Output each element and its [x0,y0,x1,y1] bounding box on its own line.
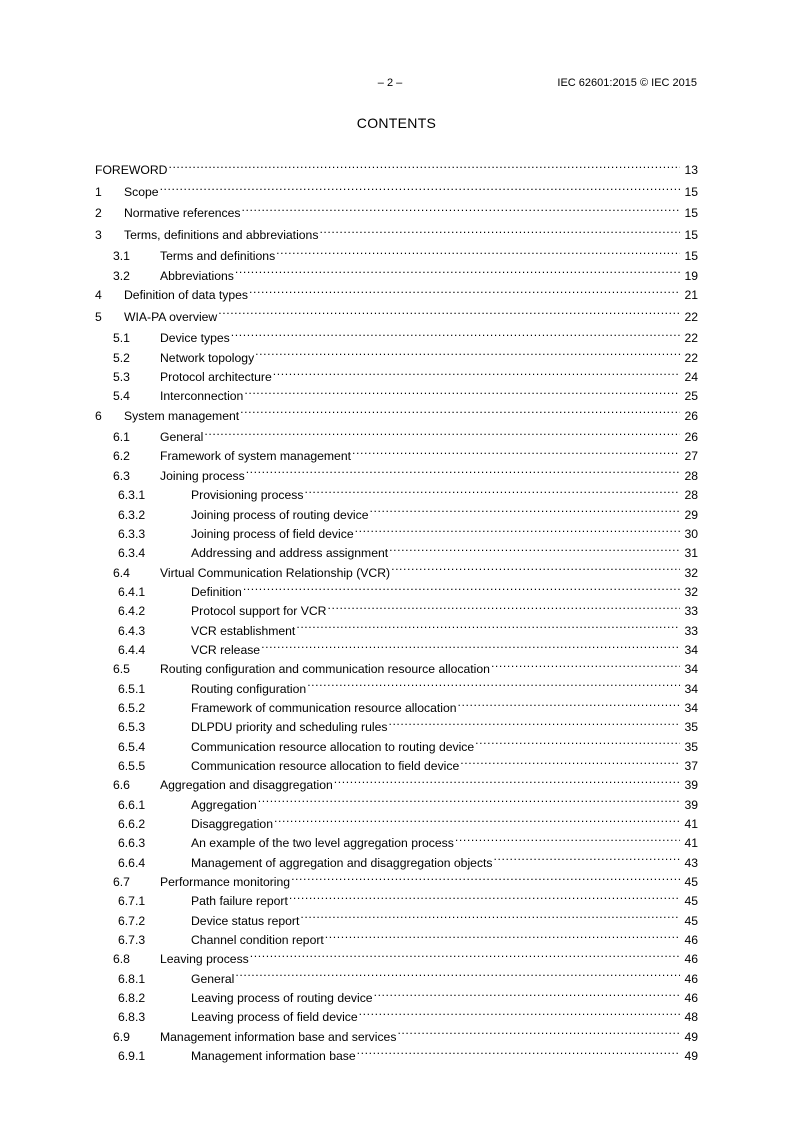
dot-leader [319,220,680,239]
toc-entry-title: Aggregation [191,797,257,812]
toc-entry-page: 26 [684,430,698,445]
toc-entry-title: Addressing and address assignment [191,546,389,561]
toc-entry-page: 15 [684,206,698,221]
toc-entry-number: 6.8.1 [118,971,146,986]
toc-entry-page: 46 [684,971,698,986]
toc-entry-title: VCR release [191,642,261,657]
toc-entry-number: 6.4 [113,565,130,580]
dot-leader [255,342,680,361]
toc-entry-title: Terms, definitions and abbreviations [124,227,319,242]
toc-entry-page: 25 [684,389,698,404]
toc-entry-number: 6.5 [113,662,130,677]
dot-leader [397,1021,680,1040]
dot-leader [249,280,680,299]
dot-leader [296,615,680,634]
toc-entry-page: 22 [684,309,698,324]
toc-entry-title: Device types [160,331,230,346]
dot-leader [458,693,680,712]
toc-entry-title: Protocol support for VCR [191,604,327,619]
toc-entry-title: Abbreviations [160,268,234,283]
toc-entry-number: 6.4.4 [118,642,146,657]
toc-entry-title: Path failure report [191,894,288,909]
toc-entry-page: 45 [684,913,698,928]
toc-entry-title: General [160,430,204,445]
toc-entry-page: 15 [684,249,698,264]
page-header [0,77,793,93]
toc-entry-page: 33 [684,623,698,638]
toc-entry-title: Management information base and services [160,1029,397,1044]
toc-entry-page: 29 [684,507,698,522]
toc-entry-number: 6 [95,408,102,423]
dot-leader [327,596,680,615]
toc-entry-page: 32 [684,584,698,599]
dot-leader [389,538,680,557]
dot-leader [291,867,680,886]
dot-leader [359,1002,680,1021]
toc-entry-page: 28 [684,488,698,503]
toc-entry-page: 32 [684,565,698,580]
toc-entry-number: 5.1 [113,331,130,346]
toc-entry-number: 6.5.1 [118,681,146,696]
toc-entry-page: 26 [684,408,698,423]
page-number: – 2 – [377,77,403,89]
toc-entry-number: 6.3.3 [118,526,146,541]
toc-entry-number: 6.6 [113,778,130,793]
dot-leader [352,441,680,460]
toc-entry-title: WIA-PA overview [124,309,218,324]
toc-entry-page: 22 [684,331,698,346]
toc-entry-number: 6.6.2 [118,817,146,831]
dot-leader [276,241,680,260]
dot-leader [261,635,680,654]
toc-entry-title: Management information base [191,1049,356,1064]
toc-entry-page: 33 [684,604,698,619]
dot-leader [246,460,680,479]
toc-entry-title: Communication resource allocation to field device [191,758,460,773]
dot-leader [334,770,680,789]
toc-entry-number: 6.5.4 [118,739,146,754]
toc-entry-title: Joining process of field device [191,526,354,541]
toc-entry-page: 41 [684,836,698,851]
toc-entry-number: 5.2 [113,350,130,365]
toc-entry-title: Joining process [160,468,245,483]
toc-entry-number: 2 [95,206,102,221]
toc-entry-page: 39 [684,797,698,812]
toc-entry-title: Channel condition report [191,933,324,948]
dot-leader [494,847,680,866]
toc-entry-title: FOREWORD [95,163,168,178]
standard-reference: IEC 62601:2015 © IEC 2015 [557,77,697,89]
toc-entry-page: 13 [684,163,698,178]
toc-entry-number: 6.8.2 [118,991,146,1006]
toc-entry-title: Protocol architecture [160,369,272,384]
toc-entry-number: 6.8.3 [118,1010,146,1025]
toc-entry-title: Framework of system management [160,449,352,464]
toc-entry-page: 34 [684,700,698,715]
toc-entry-page: 34 [684,642,698,657]
toc-entry-page: 24 [684,369,698,384]
toc-entry-page: 37 [684,758,698,773]
toc-entry-page: 21 [684,288,698,303]
toc-entry-number: 3 [95,227,102,242]
toc-entry-number: 5 [95,309,102,324]
dot-leader [391,557,680,576]
dot-leader [274,809,680,828]
toc-entry-number: 6.6.3 [118,836,146,851]
toc-entry-page: 49 [684,1029,698,1044]
toc-entry-title: An example of the two level aggregation process [191,836,454,851]
toc-entry-title: Normative references [124,206,241,221]
toc-entry-title: Leaving process of field device [191,1010,358,1025]
dot-leader [374,983,680,1002]
dot-leader [160,177,680,196]
toc-entry[interactable] [95,177,698,199]
toc-entry-page: 46 [684,952,698,967]
dot-leader [455,828,680,847]
toc-entry-title: Framework of communication resource allocation [191,700,457,715]
toc-entry-title: Performance monitoring [160,875,291,890]
toc-entry-page: 41 [684,817,698,831]
toc-entry-title: System management [124,408,240,423]
toc-entry-number: 6.8 [113,952,130,967]
toc-entry-number: 6.4.3 [118,623,146,638]
dot-leader [242,198,680,217]
toc-entry-number: 3.1 [113,249,130,264]
toc-entry-page: 46 [684,991,698,1006]
page-title: CONTENTS [356,115,437,131]
toc-entry-title: VCR establishment [191,623,296,638]
toc-entry-number: 6.3 [113,468,130,483]
toc-entry-number: 6.1 [113,430,130,445]
toc-entry-page: 43 [684,855,698,870]
toc-entry-title: Provisioning process [191,488,304,503]
toc-entry-page: 49 [684,1049,698,1064]
toc-entry-page: 28 [684,468,698,483]
toc-entry-title: Terms and definitions [160,249,276,264]
toc-entry-number: 6.3.1 [118,488,146,503]
toc-entry-number: 5.3 [113,369,130,384]
toc-entry[interactable] [95,155,698,178]
dot-leader [325,925,680,944]
toc-entry-number: 6.7.3 [118,933,146,948]
toc-entry-title: DLPDU priority and scheduling rules [191,720,388,735]
toc-entry-number: 6.7.2 [118,913,146,928]
toc-entry-page: 39 [684,778,698,793]
toc-entry-title: Communication resource allocation to routing device [191,739,475,754]
dot-leader [307,673,680,692]
dot-leader [289,886,680,905]
toc-entry-number: 6.2 [113,449,130,464]
toc-entry-page: 31 [684,546,698,561]
toc-entry-number: 6.6.1 [118,797,146,812]
dot-leader [355,519,680,538]
toc-entry-page: 19 [684,268,698,283]
toc-entry-page: 34 [684,662,698,677]
toc-entry-number: 6.3.4 [118,546,146,561]
toc-entry-title: Aggregation and disaggregation [160,778,333,793]
toc-entry-number: 6.5.2 [118,700,146,715]
toc-entry-page: 22 [684,350,698,365]
dot-leader [204,422,680,441]
dot-leader [475,731,680,750]
toc-entry-page: 46 [684,933,698,948]
toc-entry-title: Network topology [160,350,255,365]
toc-entry-number: 1 [95,184,102,199]
toc-entry-title: Leaving process [160,952,249,967]
toc-entry-title: Management of aggregation and disaggregation objects [191,855,493,870]
dot-leader [235,963,680,982]
toc-entry-page: 15 [684,227,698,242]
dot-leader [243,577,680,596]
toc-entry-number: 6.5.5 [118,758,146,773]
toc-entry-title: Device status report [191,913,300,928]
toc-entry-page: 45 [684,894,698,909]
toc-entry-number: 6.6.4 [118,855,146,870]
toc-entry-title: Joining process of routing device [191,507,369,522]
dot-leader [357,1041,680,1060]
dot-leader [300,905,680,924]
toc-entry-page: 27 [684,449,698,464]
toc-entry-number: 3.2 [113,268,130,283]
toc-entry-title: Routing configuration [191,681,307,696]
toc-entry-title: Leaving process of routing device [191,991,373,1006]
toc-entry-number: 6.4.1 [118,584,146,599]
table-of-contents [95,155,698,1064]
dot-leader [388,712,680,731]
toc-entry-title: Routing configuration and communication resource allocation [160,662,490,677]
toc-entry-title: Definition [191,584,242,599]
dot-leader [168,155,680,174]
toc-entry-title: Definition of data types [124,288,248,303]
toc-entry-number: 6.9 [113,1029,130,1044]
dot-leader [273,362,680,381]
dot-leader [304,480,680,499]
toc-entry-page: 48 [684,1010,698,1025]
toc-entry-number: 5.4 [113,389,130,404]
toc-entry-title: Disaggregation [191,817,273,831]
dot-leader [258,789,680,808]
toc-entry-number: 6.7.1 [118,894,146,909]
dot-leader [491,654,680,673]
toc-entry-page: 30 [684,526,698,541]
toc-entry-number: 6.3.2 [118,507,146,522]
toc-entry-page: 35 [684,739,698,754]
dot-leader [240,400,680,419]
toc-entry-number: 6.7 [113,875,130,890]
toc-entry-page: 35 [684,720,698,735]
toc-entry-number: 6.4.2 [118,604,146,619]
dot-leader [250,944,680,963]
toc-entry-page: 45 [684,875,698,890]
dot-leader [244,381,680,400]
toc-entry-title: Virtual Communication Relationship (VCR) [160,565,391,580]
toc-entry-number: 6.9.1 [118,1049,146,1064]
dot-leader [218,301,680,320]
dot-leader [370,499,681,518]
toc-entry-number: 4 [95,288,102,303]
dot-leader [235,260,680,279]
dot-leader [231,323,680,342]
toc-entry[interactable] [95,198,698,221]
toc-entry-title: General [191,971,235,986]
toc-entry-page: 34 [684,681,698,696]
dot-leader [460,751,680,770]
toc-entry-title: Interconnection [160,389,244,404]
toc-entry-number: 6.5.3 [118,720,146,735]
toc-entry-title: Scope [124,184,159,199]
toc-entry-page: 15 [684,184,698,199]
